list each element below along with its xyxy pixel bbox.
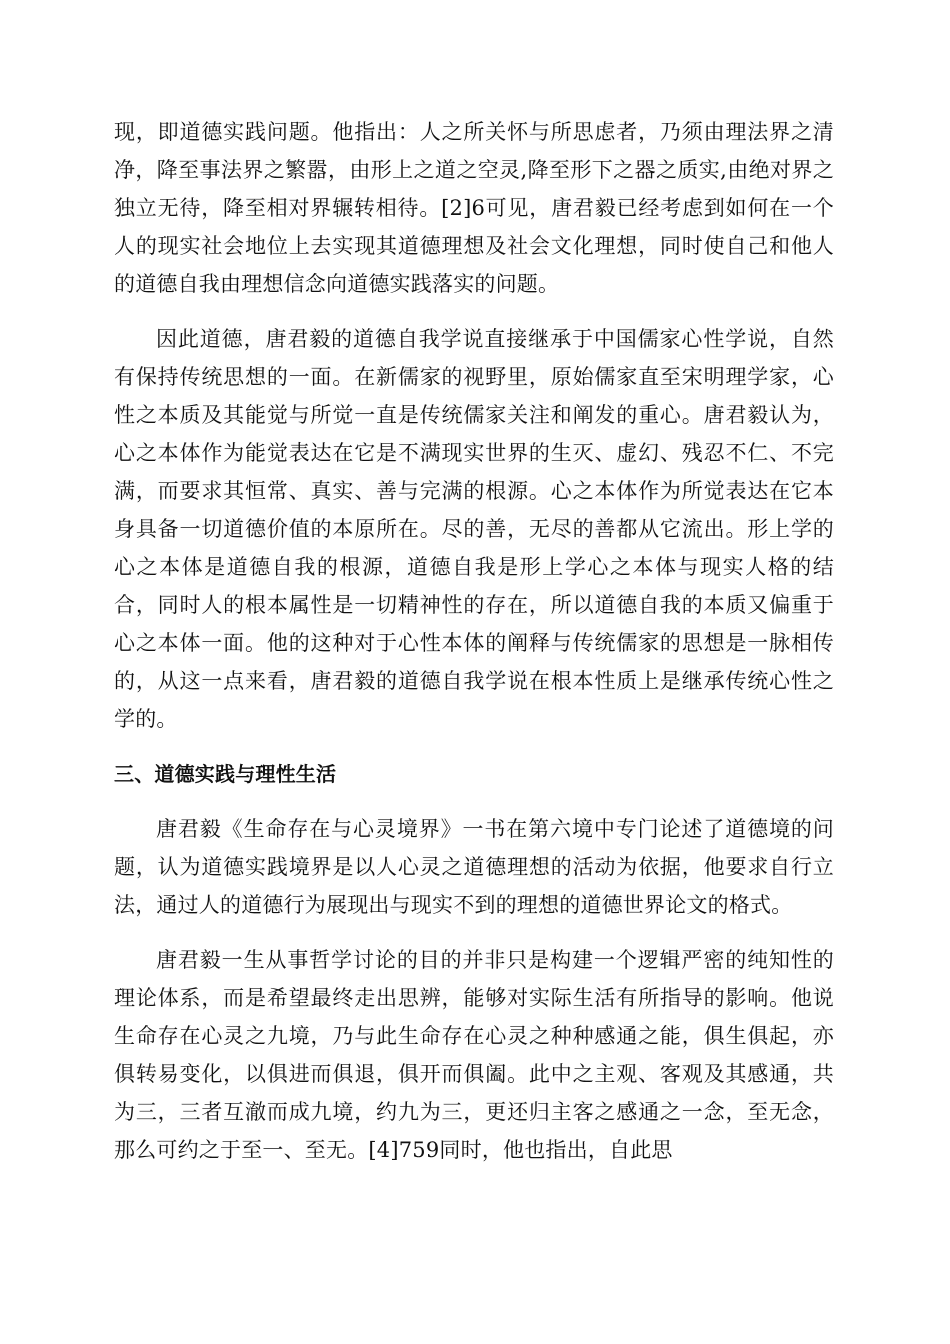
document-page — [114, 113, 834, 1169]
section-heading: 三、道德实践与理性生活 — [114, 762, 337, 786]
paragraph: 因此道德，唐君毅的道德自我学说直接继承于中国儒家心性学说，自然有保持传统思想的一面。在新儒家的视野里，原始儒家直至宋明理学家，心性之本质及其能觉与所觉一直是传统儒家关注和阐发的重心。唐君毅认为，心之本体作为能觉表达在它是不满现实世界的生灭、虚幻、残忍不仁、不完满，而要求其恒常、真实、善与完满的根源。心之本体作为所觉表达在它本身具备一切道德价值的本原所在。尽的善，无尽的善都从它流出。形上学的心之本体是道德自我的根源，道德自我是形上学心之本体与现实人格的结合，同时人的根本属性是一切精神性的存在，所以道德自我的本质又偏重于心之本体一面。他的这种对于心性本体的阐释与传统儒家的思想是一脉相传的，从这一点来看，唐君毅的道德自我学说在根本性质上是继承传统心性之学的。 — [114, 327, 834, 731]
paragraph: 唐君毅一生从事哲学讨论的目的并非只是构建一个逻辑严密的纯知性的理论体系，而是希望最终走出思辨，能够对实际生活有所指导的影响。他说生命存在心灵之九境，乃与此生命存在心灵之种种感通之能，俱生俱起，亦俱转易变化，以俱进而俱退，俱开而俱阖。此中之主观、客观及其感通，共为三，三者互澈而成九境，约九为三，更还归主客之感通之一念，至无念，那么可约之于至一、至无。[4]759同时，他也指出，自此思 — [114, 948, 834, 1162]
paragraph-continued: 现，即道德实践问题。他指出：人之所关怀与所思虑者，乃须由理法界之清净，降至事法界之繁嚣，由形上之道之空灵,降至形下之器之质实,由绝对界之独立无待，降至相对界辗转相待。[2]6可见，唐君毅已经考虑到如何在一个人的现实社会地位上去实现其道德理想及社会文化理想，同时使自己和他人的道德自我由理想信念向道德实践落实的问题。 — [114, 120, 834, 296]
paragraph: 唐君毅《生命存在与心灵境界》一书在第六境中专门论述了道德境的问题，认为道德实践境界是以人心灵之道德理想的活动为依据，他要求自行立法，通过人的道德行为展现出与现实不到的理想的道德世界论文的格式。 — [114, 817, 834, 917]
